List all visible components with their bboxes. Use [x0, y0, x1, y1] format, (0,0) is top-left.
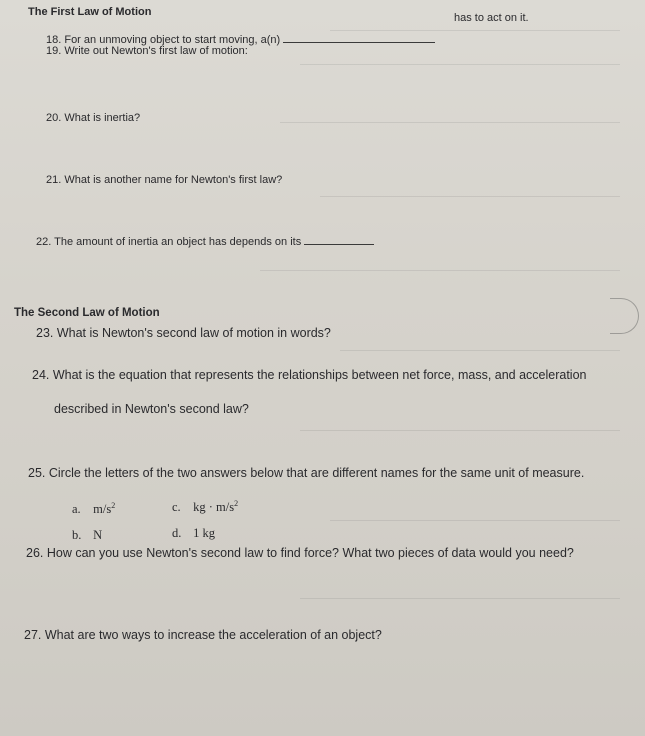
question-20: 20. What is inertia?	[46, 112, 141, 124]
question-25: 25. Circle the letters of the two answers below that are different names for the same unit of measure.	[28, 466, 585, 480]
question-22-blank[interactable]	[304, 244, 374, 245]
option-d[interactable]: d. 1 kg	[172, 526, 215, 540]
section-title-second-law: The Second Law of Motion	[14, 307, 160, 319]
section-title-first-law: The First Law of Motion	[28, 6, 152, 18]
question-24-line2: described in Newton's second law?	[54, 402, 249, 416]
question-24: 24. What is the equation that represents the relationships between net force, mass, and acceleration	[32, 368, 587, 382]
binder-hole	[610, 298, 639, 334]
question-27: 27. What are two ways to increase the acceleration of an object?	[24, 628, 382, 642]
question-18-blank[interactable]	[283, 42, 435, 43]
question-19: 19. Write out Newton's first law of motion:	[46, 45, 248, 57]
option-c[interactable]: c. kg · $m/s^2$	[172, 498, 239, 514]
question-21: 21. What is another name for Newton's first law?	[46, 174, 283, 186]
option-b[interactable]: b. N	[72, 528, 103, 542]
question-22	[36, 236, 374, 248]
question-18-continuation: has to act on it.	[454, 12, 529, 24]
option-a[interactable]: a. $m/s^2$	[72, 500, 116, 516]
question-22-text: 22. The amount of inertia an object has depends on its	[36, 236, 302, 248]
question-18-text: 18. For an unmoving object to start moving, a(n)	[46, 34, 281, 46]
question-23: 23. What is Newton's second law of motion in words?	[36, 326, 331, 340]
question-26: 26. How can you use Newton's second law to find force? What two pieces of data would you need?	[26, 546, 574, 560]
